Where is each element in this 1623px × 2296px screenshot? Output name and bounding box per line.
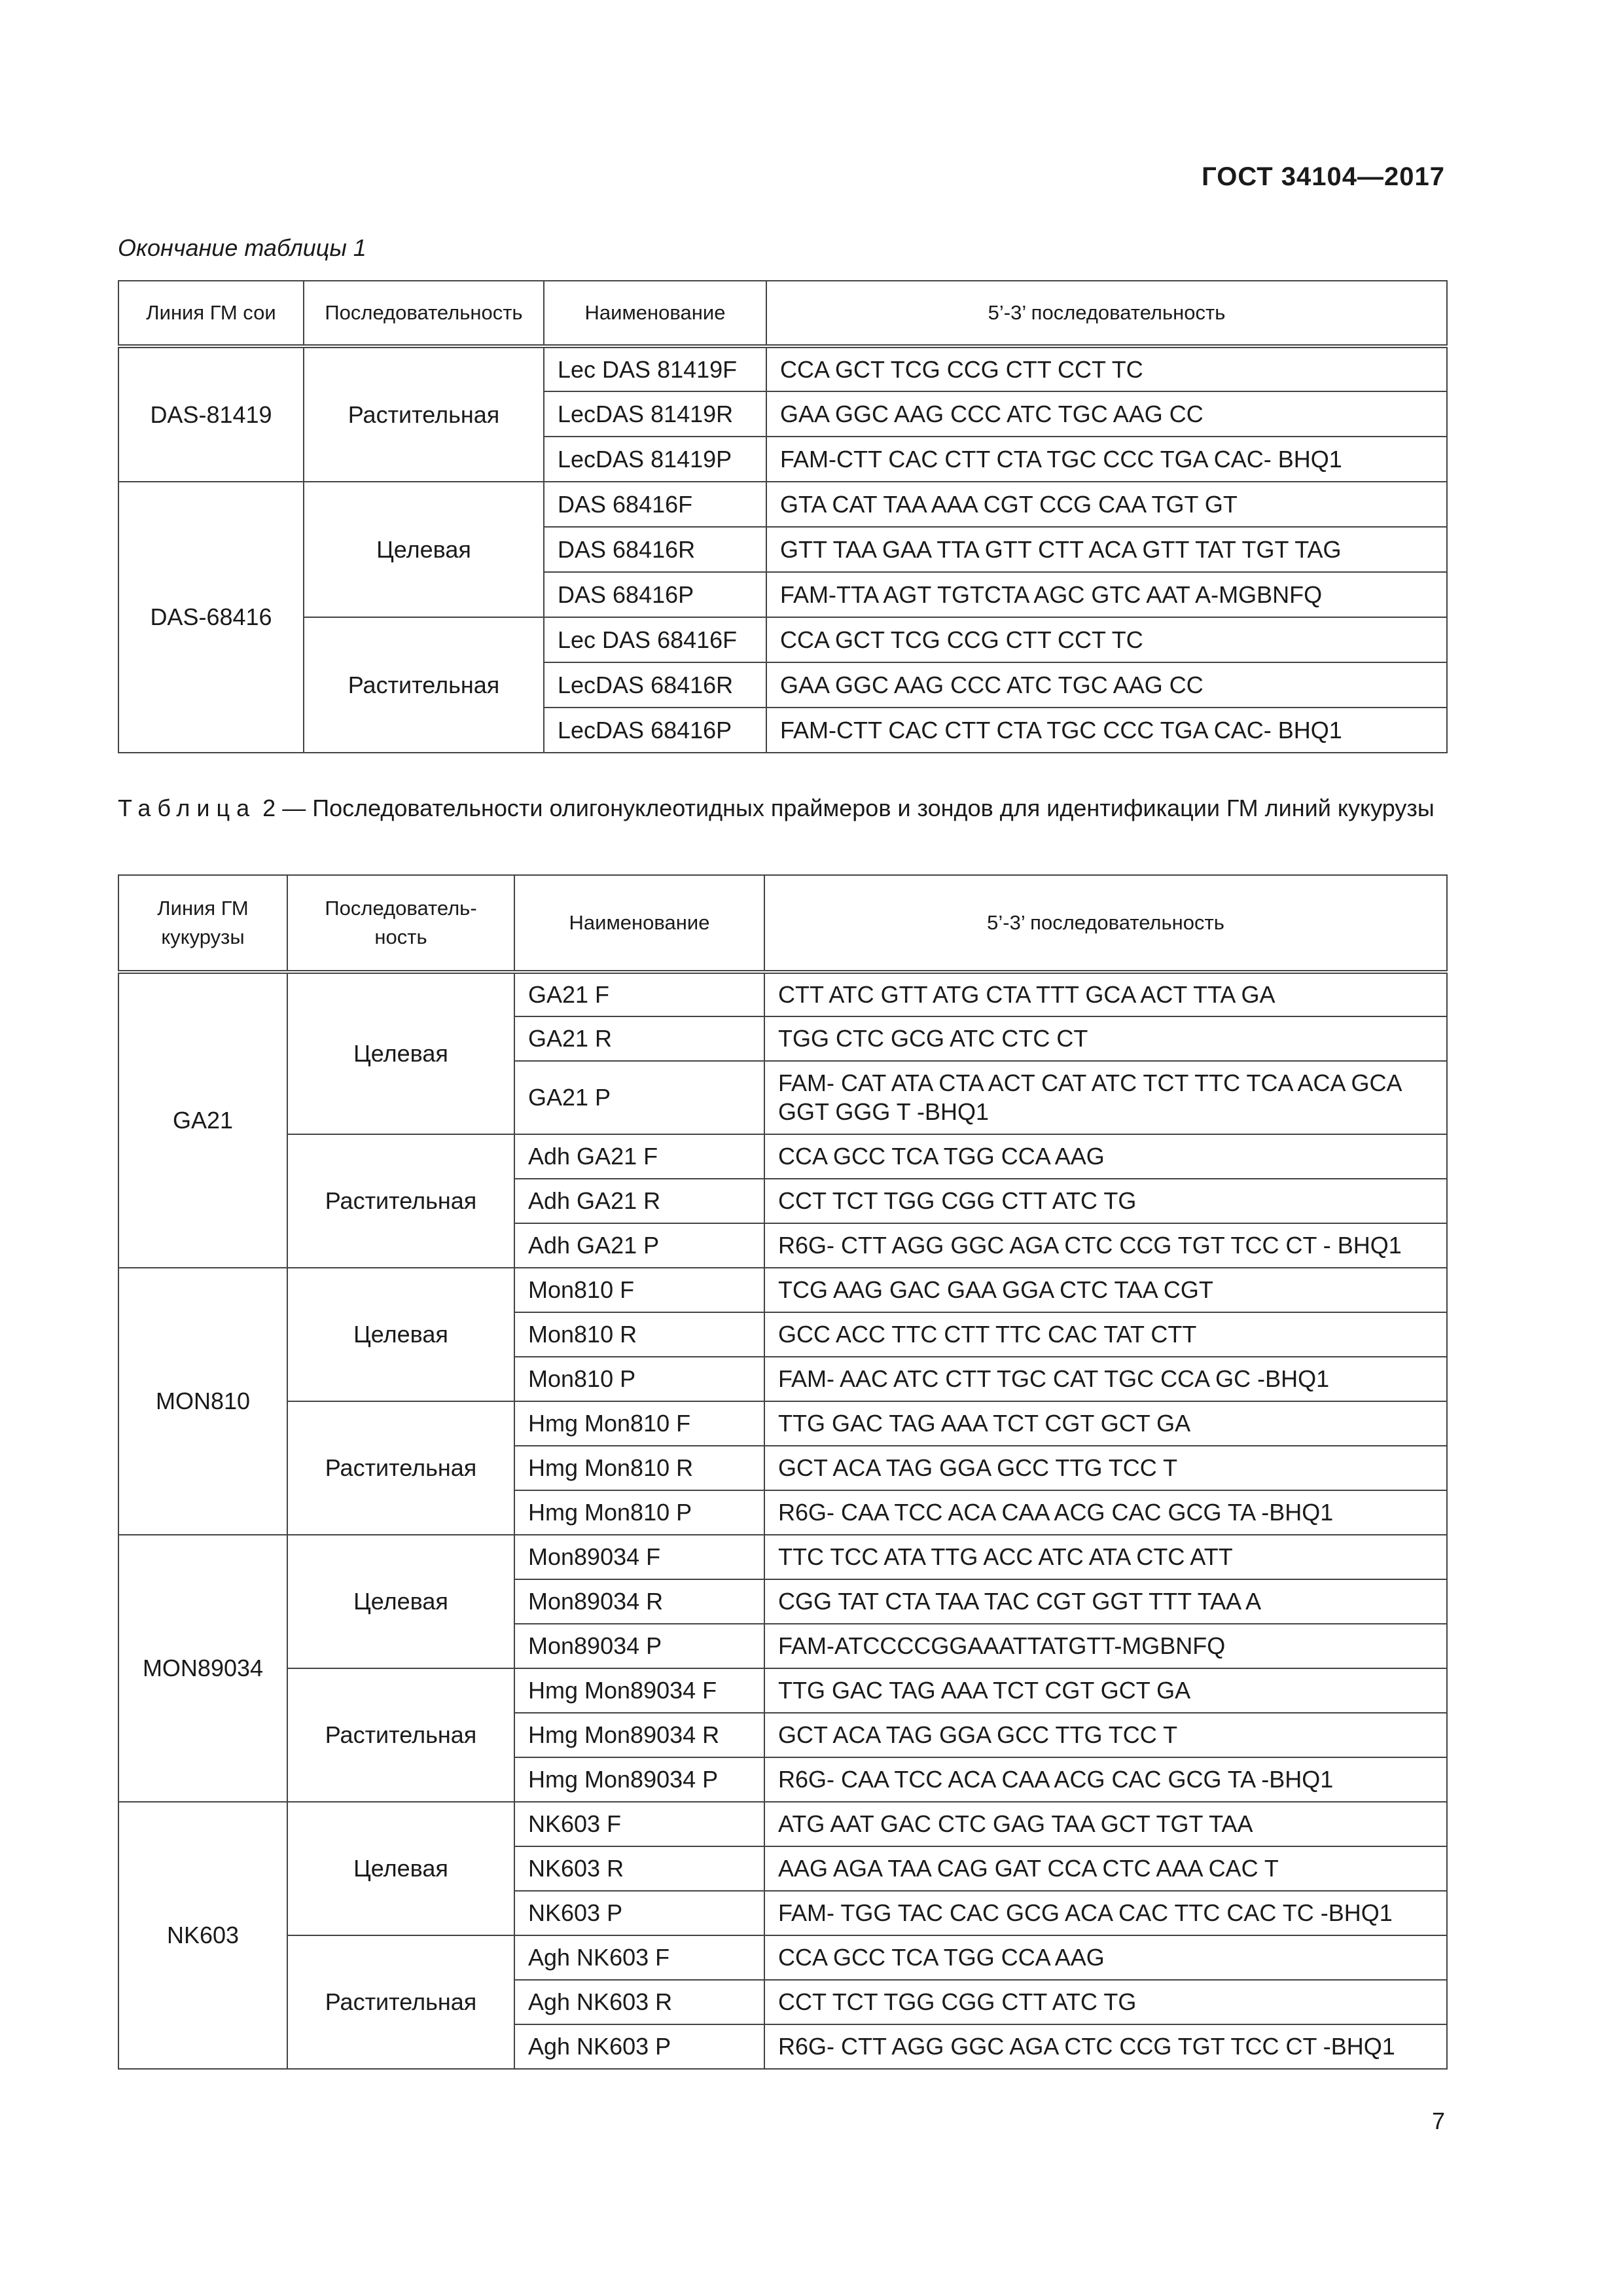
oligo-sequence-cell: GCC ACC TTC CTT TTC CAC TAT CTT bbox=[764, 1312, 1447, 1357]
oligo-sequence-cell: GAA GGC AAG CCC ATC TGC AAG CC bbox=[766, 662, 1447, 708]
primer-name-cell: Mon810 P bbox=[514, 1357, 764, 1401]
table-row bbox=[118, 482, 1447, 527]
oligo-sequence-cell: FAM-CTT CAC CTT CTA TGC CCC TGA CAC- BHQ1 bbox=[766, 708, 1447, 753]
table2-header-line: Линия ГМ кукурузы bbox=[118, 875, 287, 972]
oligo-sequence-cell: GCT ACA TAG GGA GCC TTG TCC T bbox=[764, 1713, 1447, 1757]
oligo-sequence-cell: FAM-TTA AGT TGTCTA AGC GTC AAT A-MGBNFQ bbox=[766, 572, 1447, 617]
primer-name-cell: NK603 R bbox=[514, 1846, 764, 1891]
line-cell: NK603 bbox=[118, 1802, 287, 2069]
primer-name-cell: Mon810 F bbox=[514, 1268, 764, 1312]
table2 bbox=[118, 874, 1448, 2070]
primer-name-cell: Adh GA21 F bbox=[514, 1134, 764, 1179]
oligo-sequence-cell: FAM-ATCCCCGGAAATTATGTT-MGBNFQ bbox=[764, 1624, 1447, 1668]
primer-name-cell: Agh NK603 P bbox=[514, 2024, 764, 2069]
line-cell: DAS-68416 bbox=[118, 482, 304, 753]
line-cell: GA21 bbox=[118, 972, 287, 1268]
sequence-type-cell: Растительная bbox=[304, 617, 544, 753]
oligo-sequence-cell: CGG TAT CTA TAA TAC CGT GGT TTT TAA A bbox=[764, 1579, 1447, 1624]
oligo-sequence-cell: GTA CAT TAA AAA CGT CCG CAA TGT GT bbox=[766, 482, 1447, 527]
oligo-sequence-cell: FAM-CTT CAC CTT CTA TGC CCC TGA CAC- BHQ1 bbox=[766, 437, 1447, 482]
primer-name-cell: Hmg Mon89034 F bbox=[514, 1668, 764, 1713]
table1-header-name: Наименование bbox=[544, 281, 766, 346]
oligo-sequence-cell: CTT ATC GTT ATG CTA TTT GCA ACT TTA GA bbox=[764, 972, 1447, 1016]
table1-header-sequence: Последовательность bbox=[304, 281, 544, 346]
oligo-sequence-cell: CCT TCT TGG CGG CTT ATC TG bbox=[764, 1980, 1447, 2024]
primer-name-cell: DAS 68416F bbox=[544, 482, 766, 527]
sequence-type-cell: Растительная bbox=[287, 1401, 514, 1535]
sequence-type-cell: Растительная bbox=[287, 1935, 514, 2069]
primer-name-cell: Lec DAS 68416F bbox=[544, 617, 766, 662]
oligo-sequence-cell: CCA GCT TCG CCG CTT CCT TC bbox=[766, 346, 1447, 391]
primer-name-cell: LecDAS 68416R bbox=[544, 662, 766, 708]
oligo-sequence-cell: ATG AAT GAC CTC GAG TAA GCT TGT TAA bbox=[764, 1802, 1447, 1846]
table-row bbox=[118, 617, 1447, 662]
table1-caption: Окончание таблицы 1 bbox=[118, 234, 366, 261]
table-row bbox=[118, 1935, 1447, 1980]
sequence-type-cell: Целевая bbox=[304, 482, 544, 617]
oligo-sequence-cell: CCA GCT TCG CCG CTT CCT TC bbox=[766, 617, 1447, 662]
standard-number: ГОСТ 34104—2017 bbox=[1202, 162, 1445, 191]
primer-name-cell: Mon89034 R bbox=[514, 1579, 764, 1624]
primer-name-cell: Mon810 R bbox=[514, 1312, 764, 1357]
primer-name-cell: Adh GA21 P bbox=[514, 1223, 764, 1268]
oligo-sequence-cell: TTG GAC TAG AAA TCT CGT GCT GA bbox=[764, 1401, 1447, 1446]
line-cell: DAS-81419 bbox=[118, 346, 304, 482]
oligo-sequence-cell: CCA GCC TCA TGG CCA AAG bbox=[764, 1134, 1447, 1179]
oligo-sequence-cell: TCG AAG GAC GAA GGA CTC TAA CGT bbox=[764, 1268, 1447, 1312]
primer-name-cell: Hmg Mon810 F bbox=[514, 1401, 764, 1446]
primer-name-cell: GA21 F bbox=[514, 972, 764, 1016]
oligo-sequence-cell: TTG GAC TAG AAA TCT CGT GCT GA bbox=[764, 1668, 1447, 1713]
sequence-type-cell: Растительная bbox=[304, 346, 544, 482]
sequence-type-cell: Растительная bbox=[287, 1668, 514, 1802]
sequence-type-cell: Целевая bbox=[287, 1268, 514, 1401]
sequence-type-cell: Растительная bbox=[287, 1134, 514, 1268]
oligo-sequence-cell: R6G- CTT AGG GGC AGA CTC CCG TGT TCC CT -BHQ1 bbox=[764, 2024, 1447, 2069]
table1 bbox=[118, 280, 1448, 753]
oligo-sequence-cell: FAM- CAT ATA CTA ACT CAT ATC TCT TTC TCA ACA GCA GGT GGG T -BHQ1 bbox=[764, 1061, 1447, 1134]
primer-name-cell: Lec DAS 81419F bbox=[544, 346, 766, 391]
oligo-sequence-cell: GTT TAA GAA TTA GTT CTT ACA GTT TAT TGT TAG bbox=[766, 527, 1447, 572]
primer-name-cell: GA21 P bbox=[514, 1061, 764, 1134]
table1-header-line: Линия ГМ сои bbox=[118, 281, 304, 346]
primer-name-cell: LecDAS 81419R bbox=[544, 391, 766, 437]
primer-name-cell: DAS 68416R bbox=[544, 527, 766, 572]
oligo-sequence-cell: FAM- AAC ATC CTT TGC CAT TGC CCA GC -BHQ1 bbox=[764, 1357, 1447, 1401]
table-row bbox=[118, 346, 1447, 391]
primer-name-cell: Adh GA21 R bbox=[514, 1179, 764, 1223]
oligo-sequence-cell: R6G- CAA TCC ACA CAA ACG CAC GCG TA -BHQ1 bbox=[764, 1490, 1447, 1535]
table2-body bbox=[118, 972, 1447, 2069]
table-row bbox=[118, 1535, 1447, 1579]
oligo-sequence-cell: CCT TCT TGG CGG CTT ATC TG bbox=[764, 1179, 1447, 1223]
primer-name-cell: Agh NK603 F bbox=[514, 1935, 764, 1980]
table2-caption-number: 2 bbox=[262, 795, 276, 821]
oligo-sequence-cell: AAG AGA TAA CAG GAT CCA CTC AAA CAC T bbox=[764, 1846, 1447, 1891]
primer-name-cell: Hmg Mon89034 P bbox=[514, 1757, 764, 1802]
oligo-sequence-cell: FAM- TGG TAC CAC GCG ACA CAC TTC CAC TC -BHQ1 bbox=[764, 1891, 1447, 1935]
primer-name-cell: Hmg Mon810 R bbox=[514, 1446, 764, 1490]
table-row bbox=[118, 1668, 1447, 1713]
primer-name-cell: NK603 F bbox=[514, 1802, 764, 1846]
oligo-sequence-cell: GCT ACA TAG GGA GCC TTG TCC T bbox=[764, 1446, 1447, 1490]
sequence-type-cell: Целевая bbox=[287, 1535, 514, 1668]
line-cell: MON89034 bbox=[118, 1535, 287, 1802]
table-row bbox=[118, 1268, 1447, 1312]
table2-caption bbox=[118, 792, 1446, 825]
table-row bbox=[118, 972, 1447, 1016]
table2-header-sequence: Последователь-ность bbox=[287, 875, 514, 972]
oligo-sequence-cell: GAA GGC AAG CCC ATC TGC AAG CC bbox=[766, 391, 1447, 437]
primer-name-cell: NK603 P bbox=[514, 1891, 764, 1935]
primer-name-cell: LecDAS 68416P bbox=[544, 708, 766, 753]
table-row bbox=[118, 1134, 1447, 1179]
primer-name-cell: Hmg Mon810 P bbox=[514, 1490, 764, 1535]
primer-name-cell: Mon89034 F bbox=[514, 1535, 764, 1579]
page-number: 7 bbox=[1431, 2108, 1445, 2134]
table2-header-name: Наименование bbox=[514, 875, 764, 972]
primer-name-cell: LecDAS 81419P bbox=[544, 437, 766, 482]
table1-header-oligo: 5’-3’ последовательность bbox=[766, 281, 1447, 346]
sequence-type-cell: Целевая bbox=[287, 972, 514, 1134]
table-row bbox=[118, 1802, 1447, 1846]
table1-body bbox=[118, 346, 1447, 753]
sequence-type-cell: Целевая bbox=[287, 1802, 514, 1935]
oligo-sequence-cell: R6G- CTT AGG GGC AGA CTC CCG TGT TCC CT - BHQ1 bbox=[764, 1223, 1447, 1268]
primer-name-cell: DAS 68416P bbox=[544, 572, 766, 617]
line-cell: MON810 bbox=[118, 1268, 287, 1535]
table2-caption-prefix: Таблица bbox=[118, 795, 257, 821]
table-row bbox=[118, 1401, 1447, 1446]
primer-name-cell: Mon89034 P bbox=[514, 1624, 764, 1668]
oligo-sequence-cell: R6G- CAA TCC ACA CAA ACG CAC GCG TA -BHQ1 bbox=[764, 1757, 1447, 1802]
oligo-sequence-cell: TTC TCC ATA TTG ACC ATC ATA CTC ATT bbox=[764, 1535, 1447, 1579]
table2-caption-text: — Последовательности олигонуклеотидных праймеров и зондов для идентификации ГМ линий кукурузы bbox=[276, 795, 1435, 821]
primer-name-cell: GA21 R bbox=[514, 1016, 764, 1061]
primer-name-cell: Hmg Mon89034 R bbox=[514, 1713, 764, 1757]
primer-name-cell: Agh NK603 R bbox=[514, 1980, 764, 2024]
oligo-sequence-cell: TGG CTC GCG ATC CTC CT bbox=[764, 1016, 1447, 1061]
oligo-sequence-cell: CCA GCC TCA TGG CCA AAG bbox=[764, 1935, 1447, 1980]
table2-header-oligo: 5’-3’ последовательность bbox=[764, 875, 1447, 972]
